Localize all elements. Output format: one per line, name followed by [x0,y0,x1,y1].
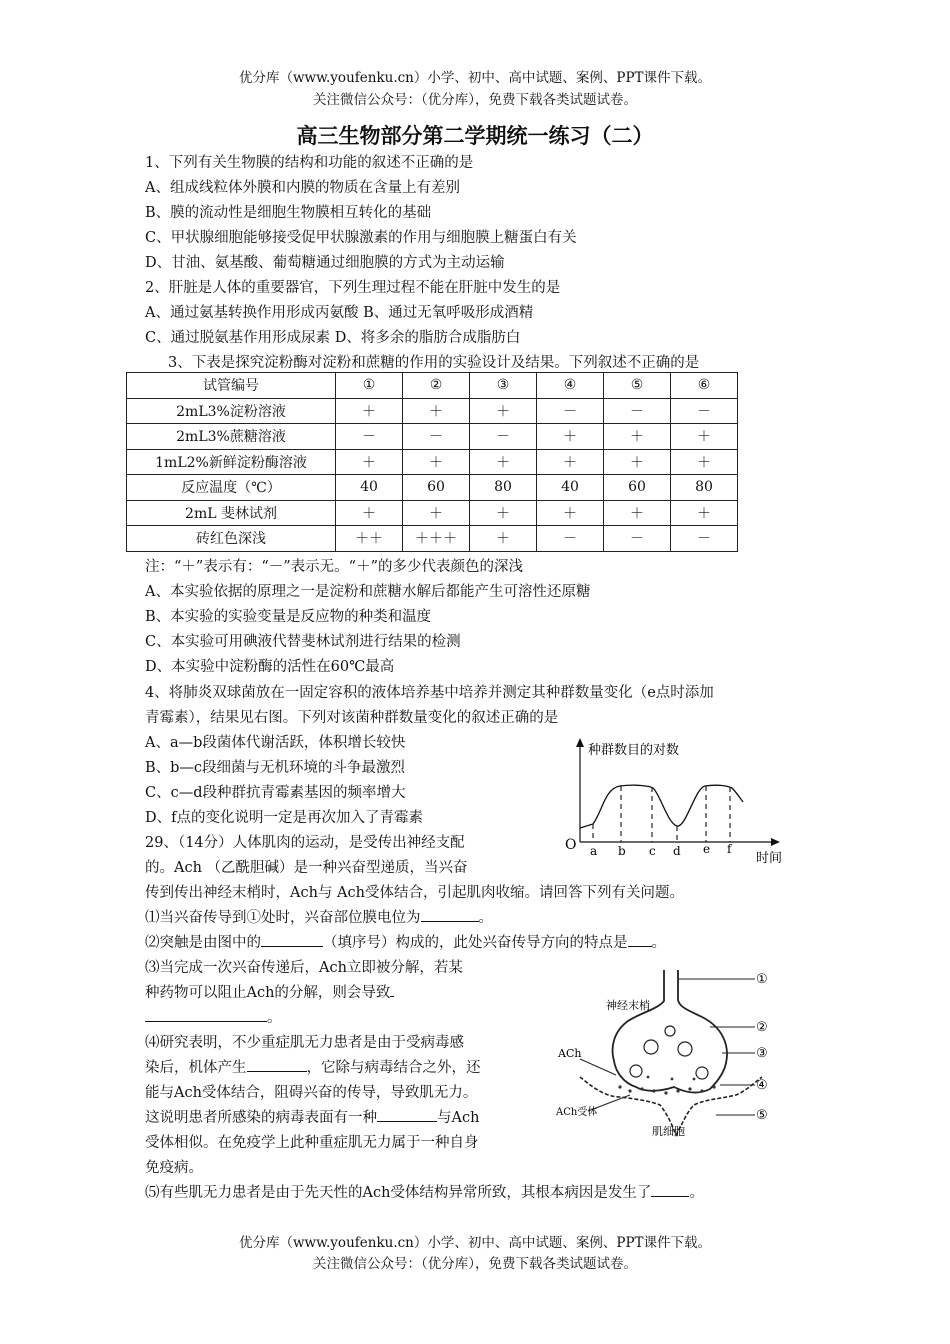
q29-part-4a: ⑷研究表明，不少重症肌无力患者是由于受病毒感 [145,1035,464,1051]
table-cell: ＋ [604,449,671,475]
footer-line-1: 优分库（www.youfenku.cn）小学、初中、高中试题、案例、PPT课件下载。 [238,1235,712,1251]
table-row [127,398,738,424]
graph-point-c: c [649,844,656,858]
synapse-mark-3: ③ [756,1046,768,1061]
table-cell: ＋ [537,449,604,475]
q3-option-d: D、本实验中淀粉酶的活性在60℃最高 [145,659,395,675]
population-curve [580,785,743,828]
q1-option-c: C、甲状腺细胞能够接受促甲状腺激素的作用与细胞膜上糖蛋白有关 [145,230,577,246]
graph-point-f: f [727,842,732,856]
q3-option-a: A、本实验依据的原理之一是淀粉和蔗糖水解后都能产生可溶性还原糖 [145,584,591,600]
table-cell: － [403,424,470,450]
synapse-label-receptor: ACh受体 [556,1107,598,1118]
table-cell: ③ [470,373,537,399]
graph-point-d: d [673,844,681,858]
synapse-diagram [550,965,790,1145]
axon-terminal-outline [613,970,727,1093]
answer-blank-2b[interactable] [628,932,652,947]
footer-line-2: 关注微信公众号：（优分库），免费下载各类试题试卷。 [313,1256,637,1272]
q4-option-d: D、f点的变化说明一定是再次加入了青霉素 [145,810,423,826]
q1-option-d: D、甘油、氨基酸、葡萄糖通过细胞膜的方式为主动运输 [145,255,505,271]
table-cell: 80 [671,475,738,501]
table-cell: ＋ [537,424,604,450]
table-cell: ＋ [470,526,537,552]
synapse-label-terminal: 神经末梢 [606,999,650,1012]
table-row-header: 2mL3%蔗糖溶液 [127,424,336,450]
table-cell: ＋ [336,500,403,526]
q29-part-4d: 这说明患者所感染的病毒表面有一种 与Ach [145,1106,479,1127]
synapse-mark-4: ④ [756,1078,768,1093]
table-cell: ＋ [403,398,470,424]
table-row-header: 砖红色深浅 [127,526,336,552]
graph-y-label: 种群数目的对数 [588,743,680,758]
q29-part-3c: 。 [145,1006,282,1027]
table-cell: ⑥ [671,373,738,399]
synapse-label-ach: ACh [558,1047,582,1060]
graph-origin: O [565,837,577,853]
table-cell: ＋ [403,500,470,526]
table-cell: 60 [403,475,470,501]
table-cell: ＋ [470,500,537,526]
q3-option-c: C、本实验可用碘液代替斐林试剂进行结果的检测 [145,634,461,650]
population-graph [560,736,800,868]
q2-stem: 2、肝脏是人体的重要器官，下列生理过程不能在肝脏中发生的是 [145,280,561,296]
q29-part-4e: 受体相似。在免疫学上此种重症肌无力属于一种自身 [145,1135,479,1151]
q29-part-3b: 种药物可以阻止Ach的分解，则会导致 [145,981,394,1002]
answer-blank-4b[interactable] [377,1107,437,1122]
page-title: 高三生物部分第二学期统一练习（二） [296,124,654,148]
table-cell: ＋ [537,500,604,526]
ach-pointer [580,1059,616,1075]
q2-options-ab: A、通过氨基转换作用形成丙氨酸 B、通过无氧呼吸形成酒精 [145,305,534,321]
graph-x-label: 时间 [756,851,783,866]
table-cell: ＋ [336,398,403,424]
table-cell: 40 [537,475,604,501]
graph-dashed-markers [593,786,730,842]
q29-part-3a: ⑶当完成一次兴奋传递后，Ach立即被分解，若某 [145,960,463,976]
q1-option-b: B、膜的流动性是细胞生物膜相互转化的基础 [145,205,432,221]
table-cell: ② [403,373,470,399]
table-cell: － [604,526,671,552]
graph-point-a: a [590,844,598,858]
synapse-mark-1: ① [756,972,768,987]
q29-line-2: 的。Ach （乙酰胆碱）是一种兴奋型递质，当兴奋 [145,860,468,876]
q29-part-2: ⑵突触是由图中的 （填序号）构成的，此处兴奋传导方向的特点是 。 [145,931,666,952]
table-cell: 40 [336,475,403,501]
q4-option-b: B、b—c段细菌与无机环境的斗争最激烈 [145,760,406,776]
q29-line-1: 29、（14分）人体肌肉的运动，是受传出神经支配 [145,835,465,851]
q4-stem-1: 4、将肺炎双球菌放在一固定容积的液体培养基中培养并测定其种群数量变化（e点时添加 [145,685,714,701]
table-cell: ＋ [671,500,738,526]
table-cell: － [537,526,604,552]
q29-part-4c: 能与Ach受体结合，阻碍兴奋的传导，导致肌无力。 [145,1085,478,1101]
answer-blank-3[interactable] [145,1007,267,1022]
q3-stem: 3、下表是探究淀粉酶对淀粉和蔗糖的作用的实验设计及结果。下列叙述不正确的是 [168,355,700,371]
header-line-2: 关注微信公众号：（优分库），免费下载各类试题试卷。 [313,92,637,108]
q1-stem: 1、下列有关生物膜的结构和功能的叙述不正确的是 [145,155,474,171]
table-row-header: 试管编号 [127,373,336,399]
table-cell: ＋＋ [336,526,403,552]
q4-stem-2: 青霉素），结果见右图。下列对该菌种群数量变化的叙述正确的是 [145,710,559,726]
table-cell: － [336,424,403,450]
table-cell: 80 [470,475,537,501]
table-row-header: 2mL 斐林试剂 [127,500,336,526]
table-cell: － [671,398,738,424]
table-cell: ＋＋＋ [403,526,470,552]
table-cell: ＋ [671,449,738,475]
table-cell: ＋ [470,398,537,424]
q4-option-a: A、a—b段菌体代谢活跃，体积增长较快 [145,735,406,751]
answer-blank-5[interactable] [651,1182,689,1197]
experiment-table [126,372,738,552]
table-row [127,424,738,450]
q4-option-c: C、c—d段种群抗青霉素基因的频率增大 [145,785,406,801]
graph-point-b: b [618,844,626,858]
q29-part-5: ⑸有些肌无力患者是由于先天性的Ach受体结构异常所致，其根本病因是发生了 。 [145,1181,704,1202]
table-row [127,526,738,552]
y-axis-arrow-icon [576,738,584,747]
table-cell: ＋ [470,449,537,475]
answer-blank-4a[interactable] [247,1057,307,1072]
table-cell: ＋ [403,449,470,475]
table-cell: ＋ [604,424,671,450]
q29-part-1: ⑴当兴奋传导到①处时，兴奋部位膜电位为 。 [145,906,493,927]
table-row-header: 2mL3%淀粉溶液 [127,398,336,424]
q29-part-4f: 免疫病。 [145,1160,203,1176]
table-cell: － [537,398,604,424]
table-cell: ＋ [336,449,403,475]
table-cell: － [671,526,738,552]
table-cell: ＋ [671,424,738,450]
table-row-header: 反应温度（℃） [127,475,336,501]
q3-option-b: B、本实验的实验变量是反应物的种类和温度 [145,609,432,625]
synapse-label-muscle: 肌细胞 [652,1125,685,1138]
synapse-mark-5: ⑤ [756,1108,768,1123]
q1-option-a: A、组成线粒体外膜和内膜的物质在含量上有差别 [145,180,460,196]
q3-note: 注：“＋”表示有：“－”表示无。“＋”的多少代表颜色的深浅 [145,559,523,575]
q2-options-cd: C、通过脱氨基作用形成尿素 D、将多余的脂肪合成脂肪白 [145,330,521,346]
q29-part-4b: 染后，机体产生 ，它除与病毒结合之外，还 [145,1056,481,1077]
synapse-mark-2: ② [756,1020,768,1035]
table-cell: ＋ [604,500,671,526]
table-cell: － [604,398,671,424]
x-axis-arrow-icon [771,838,780,846]
header-line-1: 优分库（www.youfenku.cn）小学、初中、高中试题、案例、PPT课件下载。 [238,70,712,86]
table-row [127,500,738,526]
q29-line-3: 传到传出神经末梢时，Ach与 Ach受体结合，引起肌肉收缩。请回答下列有关问题。 [145,885,684,901]
table-cell: － [470,424,537,450]
graph-point-e: e [703,842,711,856]
table-row [127,373,738,399]
answer-blank-1[interactable] [421,907,479,922]
table-cell: ① [336,373,403,399]
table-cell: ④ [537,373,604,399]
table-row-header: 1mL2%新鲜淀粉酶溶液 [127,449,336,475]
table-row [127,475,738,501]
table-cell: ⑤ [604,373,671,399]
table-cell: 60 [604,475,671,501]
answer-blank-2a[interactable] [261,932,323,947]
table-row [127,449,738,475]
